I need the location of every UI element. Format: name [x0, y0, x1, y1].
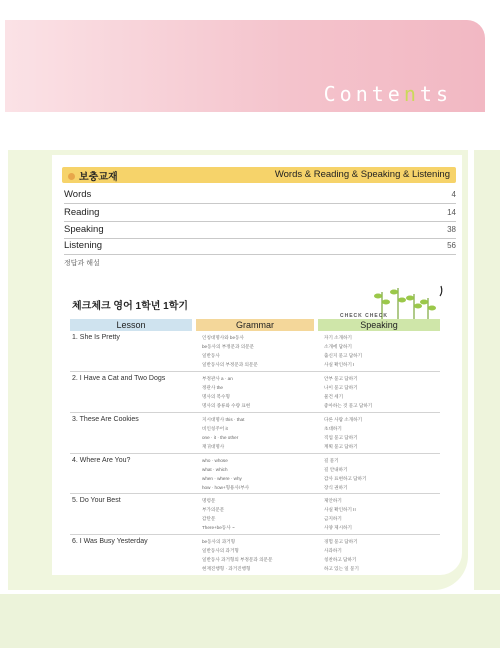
lesson-name[interactable]: 6. I Was Busy Yesterday — [72, 538, 148, 545]
bullet-icon — [68, 173, 75, 180]
grammar-item: 명령문 — [202, 498, 216, 503]
grammar-item: 재귀대명사 — [202, 444, 225, 449]
speaking-item: 좋아하는 것 묻고 답하기 — [324, 403, 373, 408]
speaking-item: 다른 사람 소개하기 — [324, 417, 363, 422]
title-part-accent: n — [403, 82, 420, 106]
column-header-lesson: Lesson — [70, 319, 192, 331]
speaking-item: 제안하기 — [324, 498, 342, 503]
grammar-item: 일반동사의 부정문과 의문문 — [202, 362, 258, 367]
grammar-item: 일반동사의 과거형 — [202, 548, 239, 553]
speaking-item: 금지하기 — [324, 516, 342, 521]
supplement-sections: Words & Reading & Speaking & Listening — [274, 169, 450, 180]
speaking-item: 물건 세기 — [324, 394, 344, 399]
speaking-item: 출신지 묻고 답하기 — [324, 353, 363, 358]
grammar-item: 부가의문문 — [202, 507, 225, 512]
lesson-name[interactable]: 3. These Are Cookies — [72, 416, 139, 423]
toc-row-words[interactable] — [64, 186, 456, 204]
page-title — [324, 82, 452, 106]
title-part: te — [371, 82, 404, 106]
speaking-item: 길 안내하기 — [324, 467, 348, 472]
toc-label: Speaking — [64, 224, 104, 235]
speaking-item: 장식 권하기 — [324, 485, 348, 490]
supplement-header-bar — [62, 167, 456, 183]
book-title: 체크체크 영어 1학년 1학기 — [72, 301, 189, 312]
answers-label[interactable]: 정답과 해설 — [64, 260, 100, 267]
speaking-item: 감사 표현하고 답하기 — [324, 476, 367, 481]
speaking-item: 하고 있는 일 묻기 — [324, 566, 359, 571]
supplement-label-text: 보충교재 — [79, 172, 118, 183]
grammar-item: when · where · why — [202, 476, 242, 481]
grammar-item: 정관사 the — [202, 385, 223, 390]
lesson-name[interactable]: 1. She Is Pretty — [72, 334, 120, 341]
grammar-item: how · how+형용사/부사 — [202, 485, 250, 490]
toc-row-listening[interactable] — [64, 237, 456, 255]
row-divider — [70, 534, 440, 535]
speaking-item: 계획 묻고 답하기 — [324, 444, 358, 449]
grammar-item: one · it · the other — [202, 435, 239, 440]
speaking-item: 경험 묻고 답하기 — [324, 539, 358, 544]
lesson-name[interactable]: 5. Do Your Best — [72, 497, 121, 504]
speaking-item: 나이 묻고 답하기 — [324, 385, 358, 390]
toc-page: 38 — [447, 225, 456, 234]
toc-label: Words — [64, 189, 92, 200]
row-divider — [70, 493, 440, 494]
grammar-item: 부정관사 a · an — [202, 376, 233, 381]
grammar-item: 지시대명사 this · that — [202, 417, 245, 422]
row-divider — [70, 412, 440, 413]
toc-row-reading[interactable] — [64, 204, 456, 222]
background-side — [474, 150, 500, 590]
toc-label: Reading — [64, 207, 100, 218]
lesson-name[interactable]: 2. I Have a Cat and Two Dogs — [72, 375, 166, 382]
grammar-item: what · which — [202, 467, 228, 472]
toc-page: 4 — [451, 190, 456, 199]
speaking-item: 직업 묻고 답하기 — [324, 435, 358, 440]
grammar-item: There+be동사 ~ — [202, 525, 235, 530]
title-part: Con — [323, 82, 372, 106]
speaking-item: 사실 확인하기 I — [324, 362, 355, 367]
grammar-item: who · whose — [202, 458, 228, 463]
toc-page: 56 — [447, 241, 456, 250]
title-part: t — [419, 82, 436, 106]
toc-label: Listening — [64, 240, 103, 251]
background-footer — [0, 594, 500, 648]
grammar-item: 인칭대명사와 be동사 — [202, 335, 244, 340]
grammar-item: 일반동사 — [202, 353, 220, 358]
column-header-speaking: Speaking — [318, 319, 440, 331]
supplement-label — [68, 168, 118, 183]
grammar-item: 현재진행형 · 과거진행형 — [202, 566, 251, 571]
title-part: s — [435, 82, 452, 106]
speaking-item: 사실 확인하기 II — [324, 507, 356, 512]
lesson-name[interactable]: 4. Where Are You? — [72, 457, 131, 464]
grammar-item: 명사의 복수형 — [202, 394, 230, 399]
grammar-item: 감탄문 — [202, 516, 216, 521]
speaking-item: 사과하기 — [324, 548, 342, 553]
speaking-item: 자기 소개하기 — [324, 335, 352, 340]
speaking-item: 칭찬하고 답하기 — [324, 557, 357, 562]
toc-page: 14 — [447, 208, 456, 217]
grammar-item: be동사의 과거형 — [202, 539, 236, 544]
grammar-item: be동사의 부정문과 의문문 — [202, 344, 255, 349]
column-header-grammar: Grammar — [196, 319, 314, 331]
row-divider — [70, 453, 440, 454]
grammar-item: 명사의 종류와 수량 표현 — [202, 403, 251, 408]
speaking-item: 안부 묻고 답하기 — [324, 376, 358, 381]
grammar-item: 일반동사 과거형의 부정문과 의문문 — [202, 557, 273, 562]
speaking-item: 길 묻기 — [324, 458, 339, 463]
row-divider — [70, 371, 440, 372]
speaking-item: 사양 제시하기 — [324, 525, 352, 530]
grammar-item: 비인칭주어 it — [202, 426, 228, 431]
checkcheck-label: CHECK CHECK — [340, 313, 388, 319]
speaking-item: 소개에 답하기 — [324, 344, 352, 349]
speaking-item: 초대하기 — [324, 426, 342, 431]
